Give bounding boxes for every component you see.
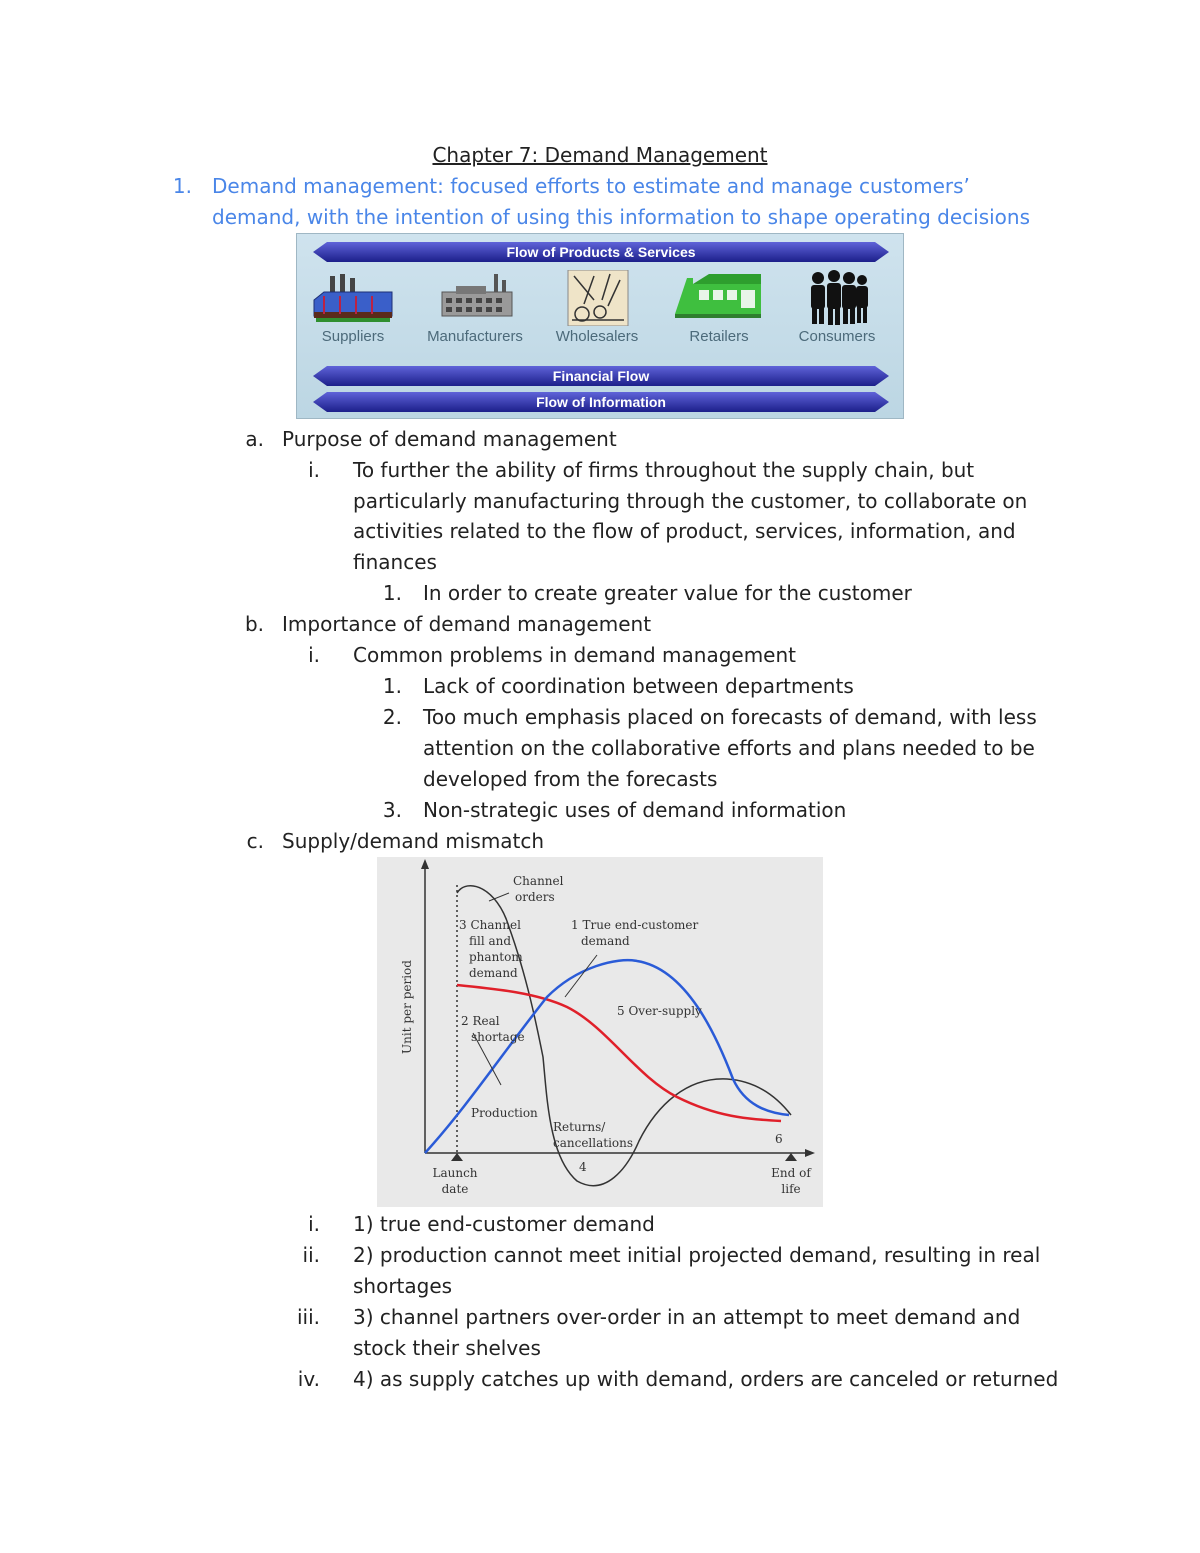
x-tick-label: date (441, 1182, 469, 1196)
flow-products-label: Flow of Products & Services (506, 244, 696, 260)
list-marker: 2. (382, 705, 402, 729)
store-icon (669, 270, 769, 326)
body-line: particularly manufacturing through the customer, to collaborate on (353, 489, 1028, 513)
body-line: finances (353, 550, 437, 574)
subheading: Supply/demand mismatch (282, 829, 545, 853)
series-true-demand (425, 960, 789, 1153)
body-line: developed from the forecasts (423, 767, 718, 791)
information-flow-band (313, 392, 889, 412)
body-line: 1) true end-customer demand (353, 1212, 655, 1236)
people-icon (794, 270, 880, 326)
body-line: 3) channel partners over-order in an attempt to meet demand and (353, 1305, 1021, 1329)
actor-wholesalers (541, 270, 653, 345)
annotation-label: Channel (513, 874, 564, 888)
actor-label: Suppliers (321, 328, 385, 345)
actor-label: Retailers (689, 328, 749, 345)
list-marker: i. (308, 1212, 320, 1236)
annotation-label: shortage (471, 1030, 525, 1044)
list-marker: 1. (382, 581, 402, 605)
x-tick-label: End of (771, 1166, 811, 1180)
body-line: 2) production cannot meet initial projected demand, resulting in real (353, 1243, 1041, 1267)
annotation-label: orders (515, 890, 555, 904)
annotation-label: 2 Real (461, 1014, 500, 1028)
annotation-label: 3 Channel (459, 918, 521, 932)
annotation-label: 5 Over-supply (617, 1004, 702, 1018)
list-marker: ii. (302, 1243, 320, 1267)
list-marker: i. (308, 458, 320, 482)
body-line: To further the ability of firms throughout the supply chain, but (353, 458, 975, 482)
list-marker: c. (246, 829, 264, 853)
chart-svg (377, 857, 823, 1207)
actor-manufacturers (419, 270, 531, 345)
y-axis-label: Unit per period (400, 960, 414, 1054)
body-line: attention on the collaborative efforts and plans needed to be (423, 736, 1035, 760)
factory-icon (310, 270, 396, 326)
annotation-arrow (565, 955, 597, 997)
body-line: Lack of coordination between departments (423, 674, 854, 698)
list-marker: a. (245, 427, 264, 451)
body-line: 4) as supply catches up with demand, orders are canceled or returned (353, 1367, 1059, 1391)
list-marker: i. (308, 643, 320, 667)
x-axis-arrow-icon (805, 1149, 815, 1157)
factory-icon (432, 270, 518, 326)
actor-retailers (663, 270, 775, 345)
annotation-label: 6 (775, 1132, 783, 1146)
body-line: Too much emphasis placed on forecasts of demand, with less (423, 705, 1037, 729)
body-line: In order to create greater value for the customer (423, 581, 912, 605)
information-flow-label: Flow of Information (536, 394, 666, 410)
end-tick-icon (785, 1153, 797, 1161)
annotation-label: 1 True end-customer (571, 918, 699, 932)
body-line: stock their shelves (353, 1336, 541, 1360)
actor-suppliers (297, 270, 409, 345)
actor-label: Manufacturers (427, 328, 523, 345)
annotation-label: fill and (469, 934, 512, 948)
x-tick-label: life (781, 1182, 801, 1196)
definition-line: Demand management: focused efforts to estimate and manage customers’ (212, 174, 970, 198)
financial-flow-band (313, 366, 889, 386)
list-marker: 1. (172, 174, 192, 198)
list-marker: 1. (382, 674, 402, 698)
annotation-label: cancellations (553, 1136, 634, 1150)
actor-label: Consumers (798, 328, 876, 345)
body-line: activities related to the flow of product, services, information, and (353, 519, 1016, 543)
actor-consumers (781, 270, 893, 345)
body-line: Non-strategic uses of demand information (423, 798, 847, 822)
body-line: Common problems in demand management (353, 643, 796, 667)
flow-products-band (313, 242, 889, 262)
x-tick-label: Launch (432, 1166, 478, 1180)
subheading: Importance of demand management (282, 612, 652, 636)
list-marker: 3. (382, 798, 402, 822)
annotation-label: phantom (469, 950, 523, 964)
supply-demand-chart (377, 857, 823, 1207)
list-marker: iii. (296, 1305, 320, 1329)
annotation-label: Returns/ (553, 1120, 606, 1134)
annotation-label: 4 (579, 1160, 587, 1174)
financial-flow-label: Financial Flow (552, 368, 650, 384)
page-title: Chapter 7: Demand Management (432, 143, 768, 167)
body-line: shortages (353, 1274, 453, 1298)
y-axis-arrow-icon (421, 859, 429, 869)
list-marker: b. (244, 612, 264, 636)
annotation-label: demand (469, 966, 518, 980)
list-marker: iv. (297, 1367, 320, 1391)
launch-tick-icon (451, 1153, 463, 1161)
definition-line: demand, with the intention of using this information to shape operating decisions (212, 205, 1031, 229)
actor-label: Wholesalers (555, 328, 639, 345)
supply-chain-figure (296, 233, 904, 419)
subheading: Purpose of demand management (282, 427, 617, 451)
annotation-label: Production (471, 1106, 538, 1120)
warehouse-icon (554, 270, 640, 326)
annotation-label: demand (581, 934, 630, 948)
